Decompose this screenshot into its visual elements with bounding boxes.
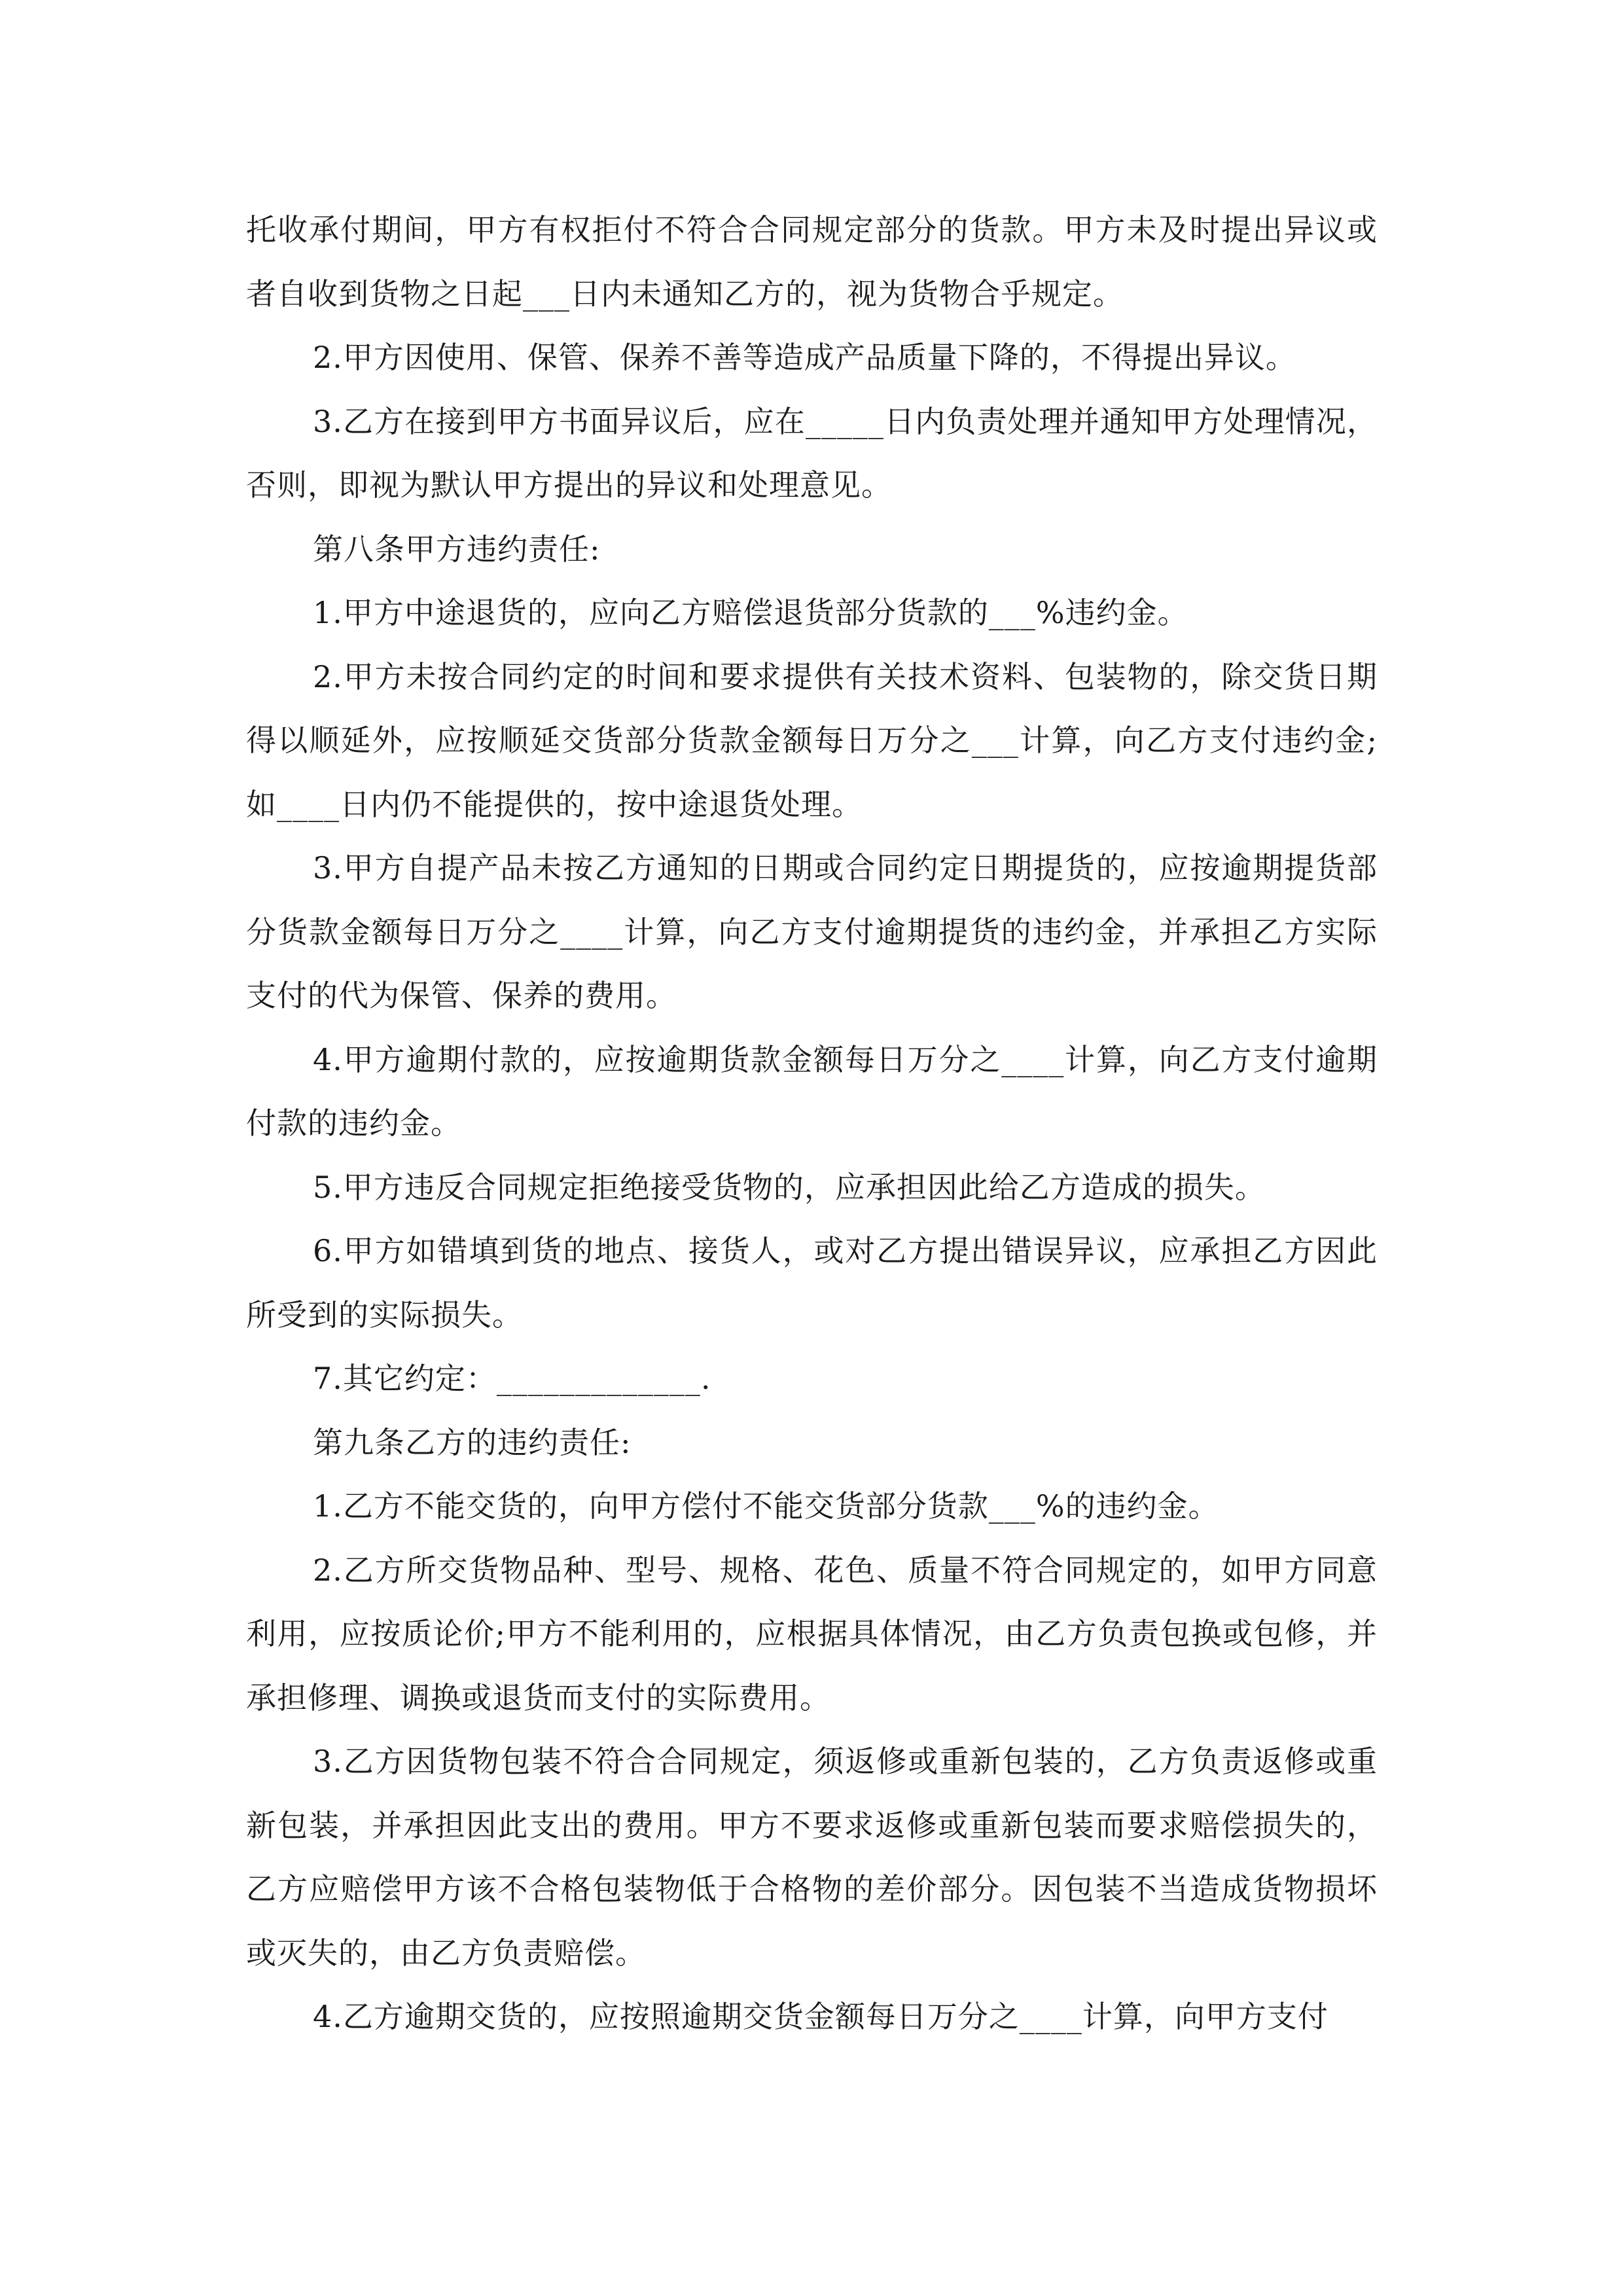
paragraph-clause-8-5: 5.甲方违反合同规定拒绝接受货物的，应承担因此给乙方造成的损失。 xyxy=(313,1169,1266,1205)
paragraph-clause-9-3: 3.乙方因货物包装不符合合同规定，须返修或重新包装的，乙方负责返修或重新包装，并承担因此支出的费用。甲方不要求返修或重新包装而要求赔偿损失的，乙方应赔偿甲方该不合格包装物低于合格物的差价部分。因包装不当造成货物损坏或灭失的，由乙方负责赔偿。 xyxy=(246,1744,1378,1971)
paragraph-clause-9-4: 4.乙方逾期交货的，应按照逾期交货金额每日万分之____计算，向甲方支付 xyxy=(313,1999,1329,2034)
paragraph-clause-7-2: 2.甲方因使用、保管、保养不善等造成产品质量下降的，不得提出异议。 xyxy=(313,340,1296,375)
section-heading-article-8: 第八条甲方违约责任: xyxy=(313,531,601,567)
paragraph-clause-8-2: 2.甲方未按合同约定的时间和要求提供有关技术资料、包装物的，除交货日期得以顺延外，应按顺延交货部分货款金额每日万分之___计算，向乙方支付违约金;如____日内仍不能提供的，按中途退货处理。 xyxy=(246,658,1378,822)
paragraph-clause-9-1: 1.乙方不能交货的，向甲方偿付不能交货部分货款___%的违约金。 xyxy=(313,1488,1219,1524)
paragraph-continuation: 托收承付期间，甲方有权拒付不符合合同规定部分的货款。甲方未及时提出异议或者自收到货物之日起___日内未通知乙方的，视为货物合乎规定。 xyxy=(246,212,1378,312)
paragraph-clause-8-6: 6.甲方如错填到货的地点、接货人，或对乙方提出错误异议，应承担乙方因此所受到的实际损失。 xyxy=(246,1233,1378,1333)
paragraph-clause-7-3: 3.乙方在接到甲方书面异议后，应在_____日内负责处理并通知甲方处理情况，否则，即视为默认甲方提出的异议和处理意见。 xyxy=(246,403,1378,503)
paragraph-clause-8-7: 7.其它约定：_____________. xyxy=(313,1361,711,1396)
paragraph-clause-9-2: 2.乙方所交货物品种、型号、规格、花色、质量不符合同规定的，如甲方同意利用，应按质论价;甲方不能利用的，应根据具体情况，由乙方负责包换或包修，并承担修理、调换或退货而支付的实际费用。 xyxy=(246,1552,1378,1715)
paragraph-clause-8-3: 3.甲方自提产品未按乙方通知的日期或合同约定日期提货的，应按逾期提货部分货款金额每日万分之____计算，向乙方支付逾期提货的违约金，并承担乙方实际支付的代为保管、保养的费用。 xyxy=(246,850,1378,1013)
paragraph-clause-8-1: 1.甲方中途退货的，应向乙方赔偿退货部分货款的___%违约金。 xyxy=(313,595,1188,630)
section-heading-article-9: 第九条乙方的违约责任: xyxy=(313,1424,632,1460)
paragraph-clause-8-4: 4.甲方逾期付款的，应按逾期货款金额每日万分之____计算，向乙方支付逾期付款的违约金。 xyxy=(246,1041,1378,1141)
document-body xyxy=(246,198,1378,2049)
